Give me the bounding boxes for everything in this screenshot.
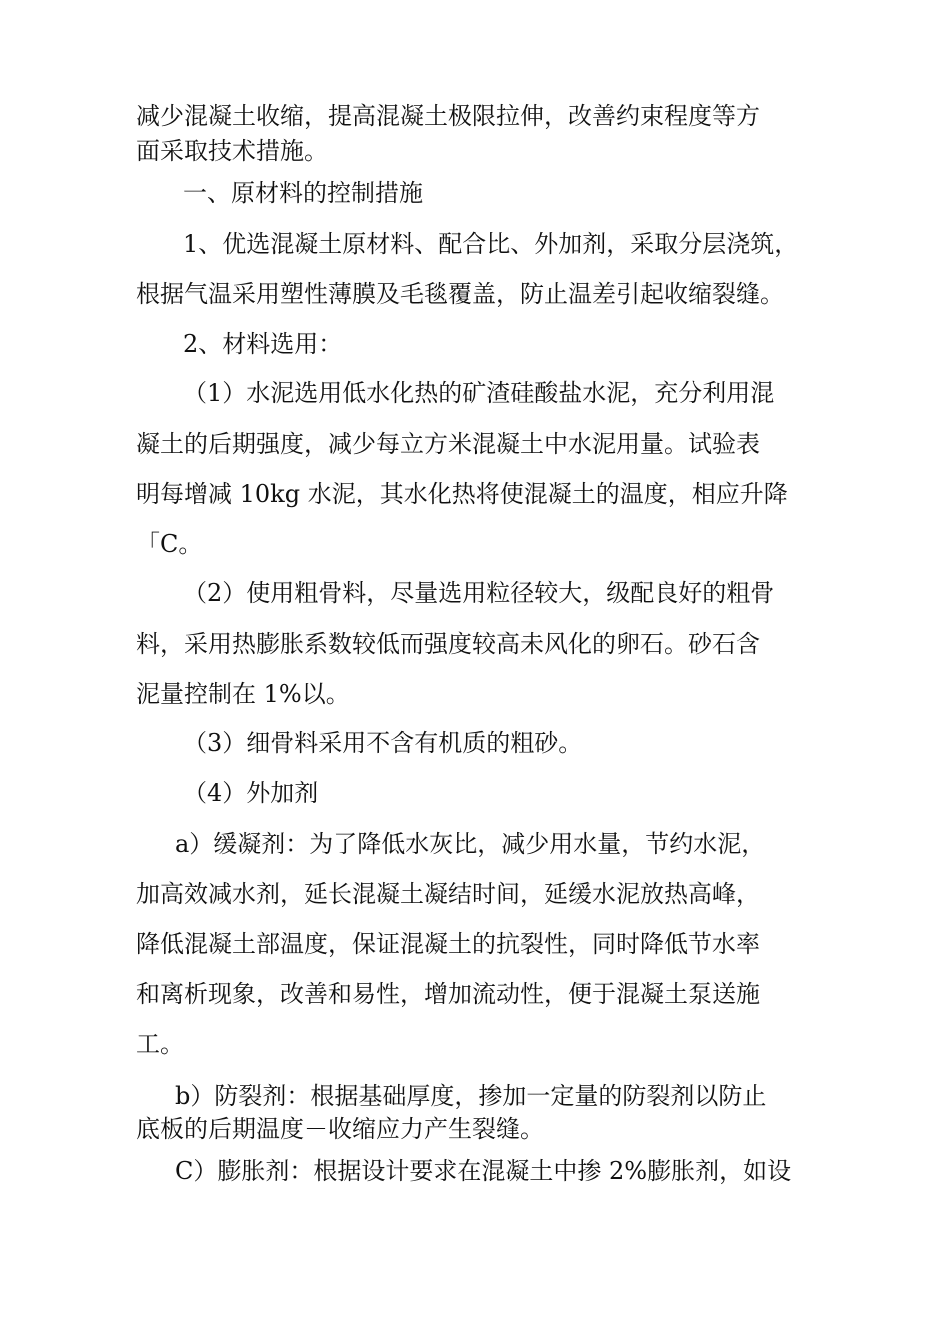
text-line: （3）细骨料采用不含有机质的粗砂。 xyxy=(183,729,583,757)
text-line: （1）水泥选用低水化热的矿渣硅酸盐水泥，充分利用混 xyxy=(183,379,775,407)
text-line: 加高效减水剂，延长混凝土凝结时间，延缓水泥放热高峰， xyxy=(136,880,760,908)
text-line: 「C。 xyxy=(136,530,203,558)
text-line: 根据气温采用塑性薄膜及毛毯覆盖，防止温差引起收缩裂缝。 xyxy=(136,280,784,308)
text-line: 和离析现象，改善和易性，增加流动性，便于混凝土泵送施 xyxy=(136,980,760,1008)
text-line: 明每增减 10kg 水泥，其水化热将使混凝土的温度，相应升降 xyxy=(136,480,788,508)
text-line: （2）使用粗骨料，尽量选用粒径较大，级配良好的粗骨 xyxy=(183,579,775,607)
text-line: 1、优选混凝土原材料、配合比、外加剂，采取分层浇筑， xyxy=(183,230,799,258)
text-line: 工。 xyxy=(136,1030,184,1058)
text-line: 底板的后期温度－收缩应力产生裂缝。 xyxy=(136,1115,544,1143)
text-line: 泥量控制在 1%以。 xyxy=(136,680,350,708)
text-line: 面采取技术措施。 xyxy=(136,137,328,165)
text-line: 降低混凝土部温度，保证混凝土的抗裂性，同时降低节水率 xyxy=(136,930,760,958)
text-line: 凝土的后期强度，减少每立方米混凝土中水泥用量。试验表 xyxy=(136,430,760,458)
text-line: 减少混凝土收缩，提高混凝土极限拉伸，改善约束程度等方 xyxy=(136,102,760,130)
text-line: b）防裂剂：根据基础厚度，掺加一定量的防裂剂以防止 xyxy=(175,1082,767,1110)
section-heading: 一、原材料的控制措施 xyxy=(183,179,423,207)
text-line: 料，采用热膨胀系数较低而强度较高未风化的卵石。砂石含 xyxy=(136,630,760,658)
text-line: a）缓凝剂：为了降低水灰比，减少用水量，节约水泥， xyxy=(175,830,766,858)
text-line: C）膨胀剂：根据设计要求在混凝土中掺 2%膨胀剂，如设 xyxy=(175,1157,792,1185)
text-line: 2、材料选用： xyxy=(183,330,343,358)
text-line: （4）外加剂 xyxy=(183,779,319,807)
